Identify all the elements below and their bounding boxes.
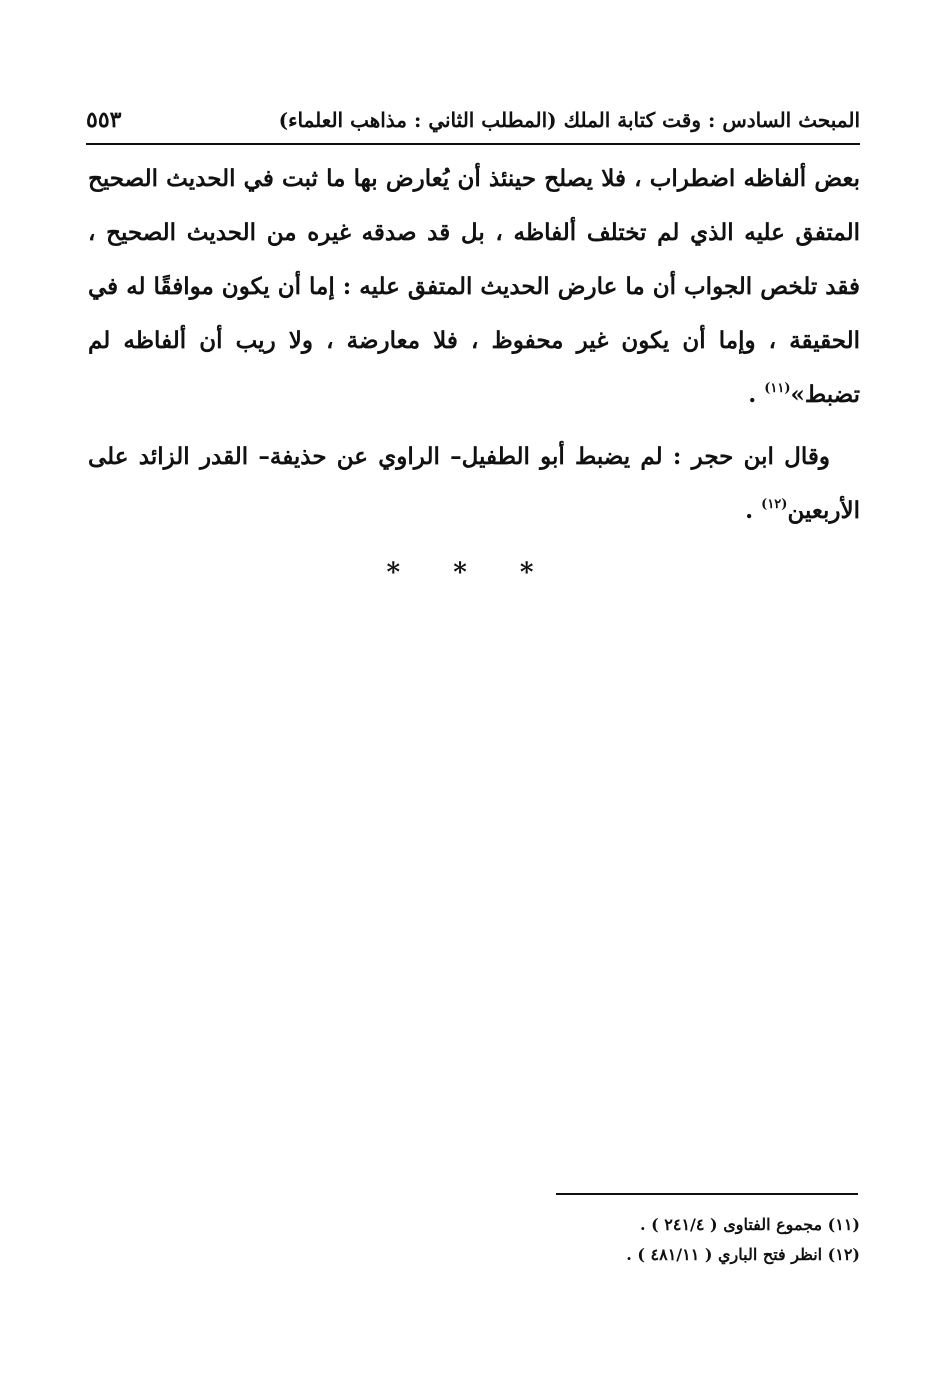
paragraph-ibn-hajar bbox=[88, 430, 860, 538]
header-rule bbox=[86, 143, 860, 145]
paragraph-2-end: . bbox=[745, 497, 762, 524]
main-text bbox=[88, 152, 860, 538]
paragraph-1-text: بعض ألفاظه اضطراب ، فلا يصلح حينئذ أن يُعارض بها ما ثبت في الحديث الصحيح المتفق عليه الذي لم تختلف ألفاظه ، بل قد صدقه غيره من الحديث الصحيح ، فقد تلخص الجواب أن ما عارض الحديث المتفق عليه : إما أن يكون موافقًا له في الحقيقة ، وإما أن يكون غير محفوظ ، فلا معارضة ، ولا ريب أن ألفاظه لم تضبط» bbox=[88, 165, 860, 408]
footnote-11: (١١) مجموع الفتاوى ( ٢٤١/٤ ) . bbox=[639, 1215, 860, 1234]
running-title: المبحث السادس : وقت كتابة الملك (المطلب الثاني : مذاهب العلماء) bbox=[278, 108, 860, 132]
footnote-ref-11: (١١) bbox=[764, 381, 791, 396]
footnote-rule bbox=[556, 1193, 858, 1195]
page-header bbox=[86, 100, 860, 140]
paragraph-1-end: . bbox=[748, 381, 765, 408]
section-separator: * * * bbox=[386, 558, 556, 588]
footnote-ref-12: (١٢) bbox=[761, 497, 788, 512]
paragraph-quote-ending bbox=[88, 152, 860, 422]
paragraph-2-text: وقال ابن حجر : لم يضبط أبو الطفيل– الراوي عن حذيفة– القدر الزائد على الأربعين bbox=[88, 443, 860, 524]
footnotes bbox=[300, 1210, 860, 1270]
page-number: ٥٥٣ bbox=[86, 107, 122, 133]
footnote-12: (١٢) انظر فتح الباري ( ٤٨١/١١ ) . bbox=[626, 1245, 860, 1264]
